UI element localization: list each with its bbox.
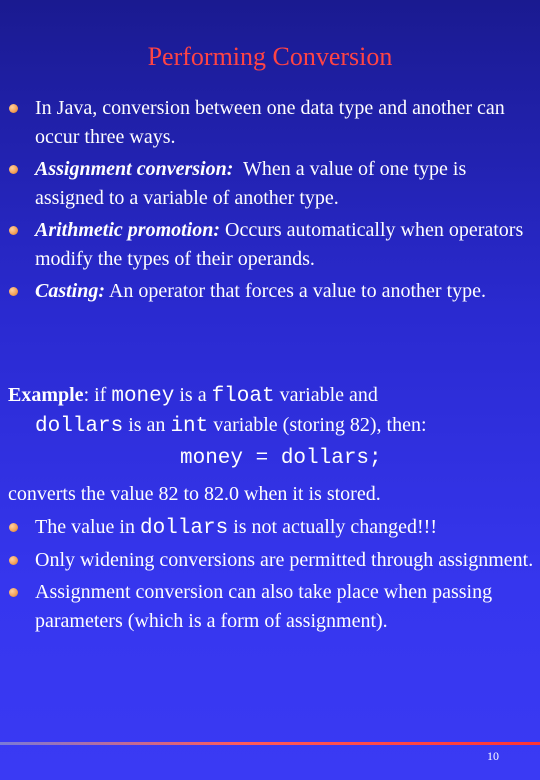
list-item xyxy=(0,277,540,306)
bullet-icon xyxy=(9,556,18,565)
example-paragraph xyxy=(8,381,538,441)
bullet-text: Assignment conversion can also take place when passing parameters (which is a form of assignment). xyxy=(35,581,493,632)
example-text: variable and xyxy=(274,384,378,406)
page-number: 10 xyxy=(487,749,499,763)
bullet-icon xyxy=(9,104,18,113)
example-line-1 xyxy=(8,381,538,411)
term-assignment-conversion: Assignment conversion: xyxy=(35,158,234,180)
example-text: variable (storing 82), then: xyxy=(208,414,427,436)
code-assignment-statement: money = dollars; xyxy=(180,447,382,470)
list-item xyxy=(0,155,540,213)
bullet-icon xyxy=(9,523,18,532)
list-item xyxy=(0,513,540,543)
code-float: float xyxy=(211,385,275,408)
list-item xyxy=(0,94,540,152)
bullet-icon xyxy=(9,287,18,296)
bullet-text: An operator that forces a value to another type. xyxy=(105,280,486,302)
code-dollars: dollars xyxy=(35,415,124,438)
term-casting: Casting: xyxy=(35,280,106,302)
bullet-icon xyxy=(9,165,18,174)
code-dollars: dollars xyxy=(139,517,229,540)
example-line-2 xyxy=(8,411,538,441)
term-arithmetic-promotion: Arithmetic promotion: xyxy=(35,219,221,241)
list-item xyxy=(0,546,540,575)
bullet-text-pre: The value in xyxy=(35,516,140,538)
code-int: int xyxy=(170,415,209,438)
bullet-text: When a value of one type is assigned to a variable of another type. xyxy=(35,158,472,209)
example-text: is an xyxy=(123,414,171,436)
assignment-notes-list xyxy=(0,513,540,639)
code-money: money xyxy=(111,385,175,408)
example-text: : if xyxy=(83,384,112,406)
bullet-text-post: is not actually changed!!! xyxy=(228,516,437,538)
example-label: Example xyxy=(8,384,84,406)
bullet-icon xyxy=(9,588,18,597)
bullet-text: In Java, conversion between one data type and another can occur three ways. xyxy=(35,97,505,148)
bullet-text: Only widening conversions are permitted through assignment. xyxy=(35,549,534,571)
example-text: is a xyxy=(174,384,212,406)
converts-line: converts the value 82 to 82.0 when it is stored. xyxy=(8,483,381,505)
list-item xyxy=(0,216,540,274)
bullet-text xyxy=(35,516,437,538)
list-item xyxy=(0,578,540,636)
slide-title: Performing Conversion xyxy=(147,42,393,71)
bullet-text: Occurs automatically when operators modify the types of their operands. xyxy=(35,219,529,270)
footer-divider xyxy=(0,742,540,745)
conversion-ways-list xyxy=(0,94,540,309)
bullet-icon xyxy=(9,226,18,235)
